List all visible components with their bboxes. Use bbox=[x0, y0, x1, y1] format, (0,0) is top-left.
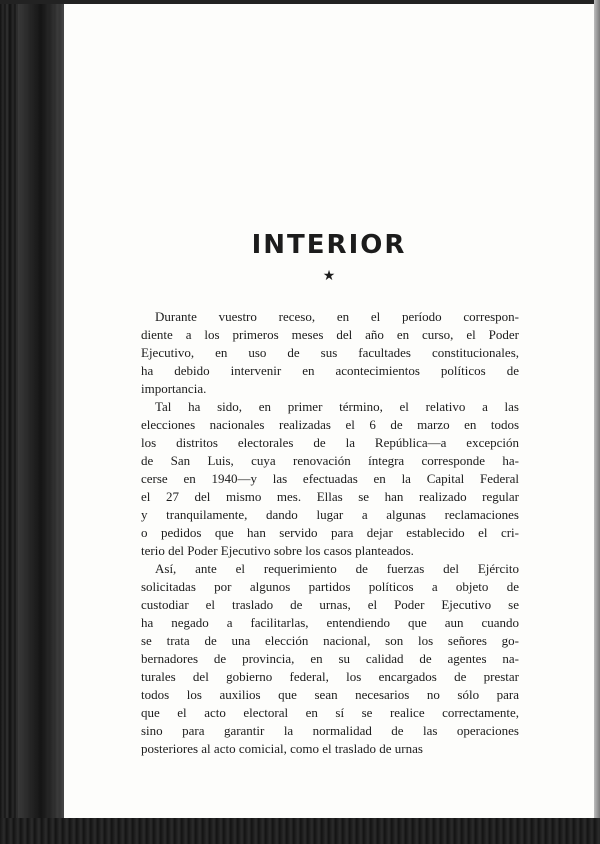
text-line: los distritos electorales de la República—a excepción bbox=[141, 435, 519, 450]
text-line: Tal ha sido, en primer término, el relativo a las bbox=[155, 399, 519, 414]
text-line: ha debido intervenir en acontecimientos políticos de bbox=[141, 363, 519, 378]
text-line: Así, ante el requerimiento de fuerzas del Ejército bbox=[155, 561, 519, 576]
text-line: el 27 del mismo mes. Ellas se han realizado regular bbox=[141, 489, 519, 504]
text-line: cerse en 1940—y las efectuadas en la Capital Federal bbox=[141, 471, 519, 486]
text-line: Durante vuestro receso, en el período correspon- bbox=[155, 309, 519, 324]
text-line: todos los auxilios que sean necesarios no sólo para bbox=[141, 687, 519, 702]
text-line: elecciones nacionales realizadas el 6 de marzo en todos bbox=[141, 417, 519, 432]
text-line: de San Luis, cuya renovación íntegra corresponde ha- bbox=[141, 453, 519, 468]
text-line: ha negado a facilitarlas, entendiendo que aun cuando bbox=[141, 615, 519, 630]
text-line: o pedidos que han servido para dejar establecido el cri- bbox=[141, 525, 519, 540]
text-line: bernadores de provincia, en su calidad de agentes na- bbox=[141, 651, 519, 666]
text-line: custodiar el traslado de urnas, el Poder Ejecutivo se bbox=[141, 597, 519, 612]
scan-right-border bbox=[594, 0, 600, 844]
text-line: terio del Poder Ejecutivo sobre los casos planteados. bbox=[141, 543, 414, 558]
text-line: que el acto electoral en sí se realice correctamente, bbox=[141, 705, 519, 720]
text-line: sino para garantir la normalidad de las operaciones bbox=[141, 723, 519, 738]
text-line: Ejecutivo, en uso de sus facultades constitucionales, bbox=[141, 345, 519, 360]
text-line: posteriores al acto comicial, como el traslado de urnas bbox=[141, 741, 423, 756]
section-heading: INTERIOR bbox=[251, 230, 407, 260]
text-line: y tranquilamente, dando lugar a algunas reclamaciones bbox=[141, 507, 519, 522]
text-line: se trata de una elección nacional, son los señores go- bbox=[141, 633, 519, 648]
text-line: turales del gobierno federal, los encargados de prestar bbox=[141, 669, 519, 684]
text-line: solicitadas por algunos partidos políticos a objeto de bbox=[141, 579, 519, 594]
scan-bottom-border bbox=[0, 818, 600, 844]
document-page bbox=[64, 4, 594, 818]
body-text bbox=[141, 308, 519, 758]
book-binding-edge bbox=[0, 0, 64, 844]
text-line: importancia. bbox=[141, 381, 207, 396]
text-line: diente a los primeros meses del año en curso, el Poder bbox=[141, 327, 519, 342]
star-ornament-icon: ★ bbox=[322, 269, 336, 284]
